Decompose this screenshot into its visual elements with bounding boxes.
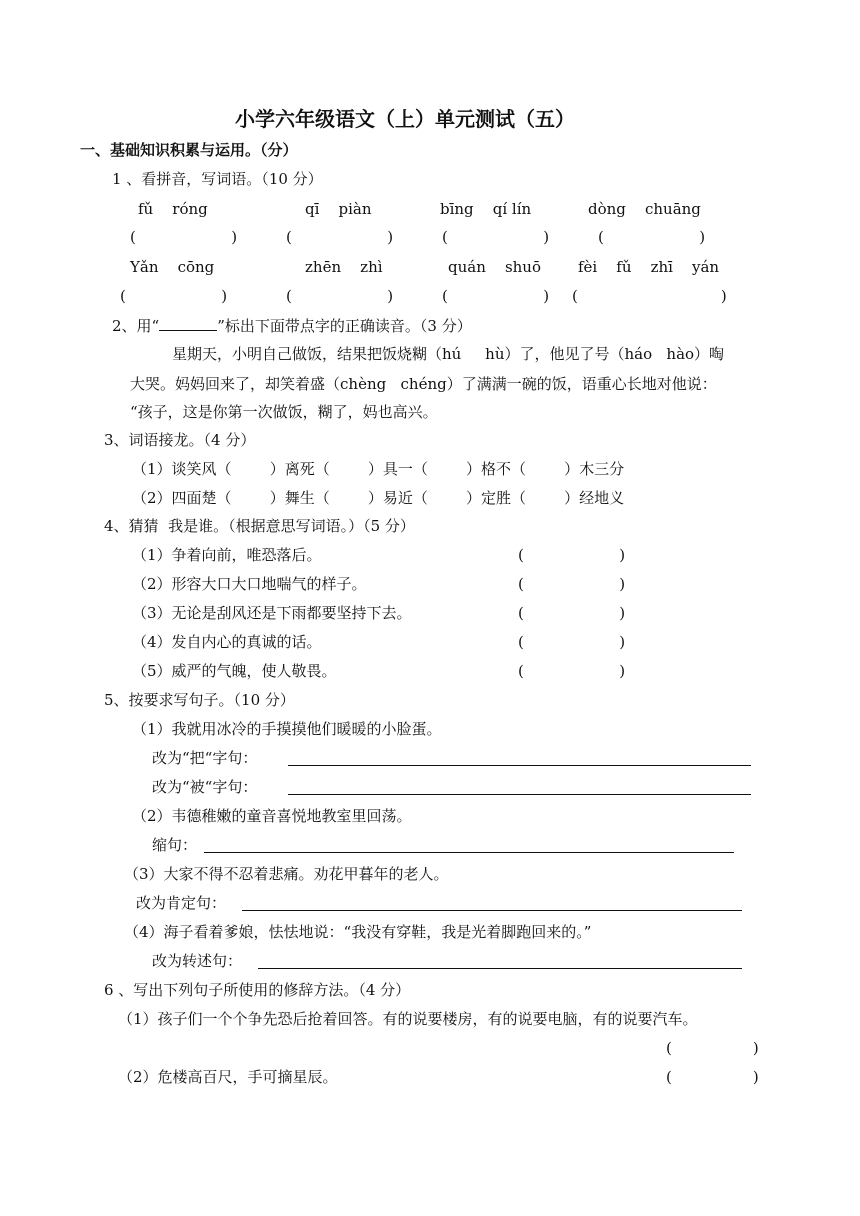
q4-answer-1[interactable]: ( ) [518,546,626,564]
pinyin-5: Yǎn cōng [130,258,215,276]
q4-heading: 4、猜猜 我是谁。（根据意思写词语。）（5 分） [104,517,415,535]
page-title: 小学六年级语文（上）单元测试（五） [235,107,575,131]
q3-line-1: （1）谈笑风（ ）离死（ ）具一（ ）格不（ ）木三分 [132,460,625,478]
q4-item-4: （4）发自内心的真诚的话。 [132,633,322,651]
q5-answer-line-indirect[interactable] [258,968,742,969]
answer-paren-3[interactable]: ( ) [442,228,550,246]
pinyin-6: zhēn zhì [305,258,383,276]
q4-item-5: （5）威严的气魄，使人敬畏。 [132,662,337,680]
q5-answer-line-shorten[interactable] [204,852,734,853]
answer-paren-4[interactable]: ( ) [598,228,706,246]
q6-sentence-1: （1）孩子们一个个争先恐后抢着回答。有的说要楼房，有的说要电脑，有的说要汽车。 [118,1010,698,1028]
q5-label-affirmative: 改为肯定句： [136,894,227,912]
q4-answer-4[interactable]: ( ) [518,633,626,651]
q4-answer-3[interactable]: ( ) [518,604,626,622]
q6-answer-1[interactable]: ( ) [666,1039,759,1057]
q3-line-2: （2）四面楚（ ）舞生（ ）易近（ ）定胜（ ）经地义 [132,489,625,507]
pinyin-7: quán shuō [448,258,541,276]
q6-sentence-2: （2）危楼高百尺，手可摘星辰。 [118,1068,338,1086]
q1-heading: 1 、看拼音，写词语。（10 分） [112,170,323,188]
q5-answer-line-bei[interactable] [288,794,751,795]
q5-sentence-3: （3）大家不得不忍着悲痛。劝花甲暮年的老人。 [124,865,449,883]
mark-underline-sample [159,316,217,331]
pinyin-4: dòng chuāng [588,200,701,218]
q2-heading-pre: 2、用“ [112,317,160,335]
pinyin-2: qī piàn [305,200,372,218]
q5-sentence-4: （4）海子看着爹娘，怯怯地说：“我没有穿鞋，我是光着脚跑回来的。” [124,923,592,941]
pinyin-8: fèi fǔ zhī yán [578,258,720,276]
q2-passage-line-2: 大哭。妈妈回来了，却笑着盛（chèng chéng）了满满一碗的饭，语重心长地对他说： [130,375,717,393]
q5-heading: 5、按要求写句子。（10 分） [104,691,295,709]
q5-sentence-1: （1）我就用冰冷的手摸摸他们暖暖的小脸蛋。 [132,720,442,738]
q2-passage-line-1: 星期天，小明自己做饭，结果把饭烧糊（hú hù）了，他见了号（háo hào）啕 [172,345,725,363]
answer-paren-8[interactable]: ( ) [572,287,727,305]
q4-item-3: （3）无论是刮风还是下雨都要坚持下去。 [132,604,412,622]
q2-passage-line-3: “孩子，这是你第一次做饭，糊了，妈也高兴。 [130,403,438,421]
q5-label-shorten: 缩句： [152,836,198,854]
pinyin-1: fǔ róng [138,200,208,218]
q2-heading [112,316,472,336]
q5-sentence-2: （2）韦德稚嫩的童音喜悦地教室里回荡。 [132,807,412,825]
q5-label-ba: 改为“把“字句： [152,749,258,767]
section-heading-1: 一、基础知识积累与运用。（分） [80,141,298,159]
answer-paren-2[interactable]: ( ) [286,228,394,246]
pinyin-3: bīng qí lín [440,200,532,218]
q6-answer-2[interactable]: ( ) [666,1068,759,1086]
answer-paren-6[interactable]: ( ) [286,287,394,305]
answer-paren-5[interactable]: ( ) [120,287,228,305]
q3-heading: 3、词语接龙。（4 分） [104,431,256,449]
q5-answer-line-ba[interactable] [288,765,751,766]
q5-label-indirect: 改为转述句： [152,952,243,970]
answer-paren-7[interactable]: ( ) [442,287,550,305]
q6-heading: 6 、写出下列句子所使用的修辞方法。（4 分） [104,981,411,999]
q5-answer-line-affirmative[interactable] [242,910,742,911]
q4-item-1: （1）争着向前，唯恐落后。 [132,546,322,564]
q4-item-2: （2）形容大口大口地喘气的样子。 [132,575,367,593]
q4-answer-2[interactable]: ( ) [518,575,626,593]
q2-heading-post: ”标出下面带点字的正确读音。（3 分） [217,317,472,335]
answer-paren-1[interactable]: ( ) [130,228,238,246]
q4-answer-5[interactable]: ( ) [518,662,626,680]
q5-label-bei: 改为“被“字句： [152,778,258,796]
